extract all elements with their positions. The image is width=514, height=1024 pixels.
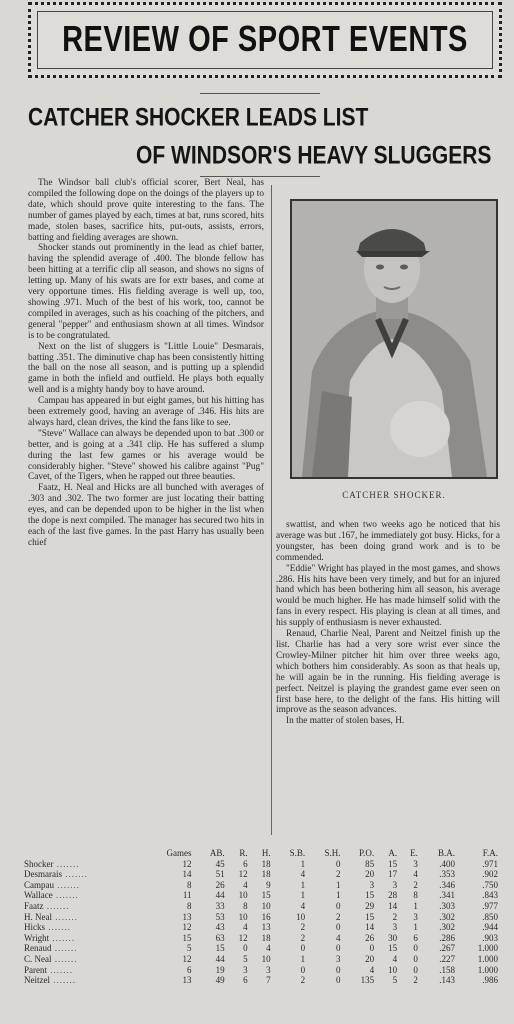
stat-cell: 12 — [182, 953, 192, 964]
stat-cell: .986 — [482, 975, 498, 986]
player-name-cell — [22, 954, 142, 965]
headline-line-2: OF WINDSOR'S HEAVY SLUGGERS — [136, 142, 492, 170]
player-name: Renaud — [24, 943, 52, 954]
stat-cell: 2 — [336, 911, 341, 922]
stat-cell: 14 — [388, 900, 398, 911]
stat-cell: 0 — [413, 943, 418, 954]
stat-cell: .353 — [439, 869, 456, 880]
stat-cell: 6 — [187, 964, 192, 975]
stat-cell: .400 — [439, 858, 456, 869]
stat-cell: 14 — [365, 922, 375, 933]
stat-cell: 1 — [300, 879, 306, 890]
stat-cell: 10 — [261, 900, 271, 911]
photo-caption: CATCHER SHOCKER. — [342, 490, 446, 500]
stats-header-cell: R. — [239, 848, 248, 858]
stats-header-cell: AB. — [209, 848, 225, 858]
table-row — [22, 922, 500, 933]
leader-dots: ....... — [52, 911, 78, 922]
stat-cell: 0 — [336, 922, 341, 933]
stat-cell: 8 — [413, 890, 418, 901]
stat-cell: 20 — [365, 869, 375, 880]
batting-fielding-stats-table — [22, 848, 500, 986]
stat-cell: 0 — [413, 953, 418, 964]
table-row — [22, 975, 500, 986]
stat-cell: 4 — [336, 932, 341, 943]
leader-dots: ....... — [47, 964, 73, 975]
stat-cell: 0 — [300, 964, 306, 975]
stat-cell: 15 — [365, 911, 375, 922]
player-name: Campau — [24, 879, 54, 890]
headline-line-1: CATCHER SHOCKER LEADS LIST — [28, 104, 369, 132]
stat-cell: 0 — [300, 943, 306, 954]
stat-cell: 53 — [215, 911, 225, 922]
player-name: Parent — [24, 964, 47, 975]
stat-cell: 1 — [413, 922, 418, 933]
player-name: Hicks — [24, 922, 45, 933]
stat-cell: 0 — [336, 964, 341, 975]
stat-cell: 2 — [413, 975, 418, 986]
stat-cell: 1 — [413, 900, 418, 911]
stat-cell: 15 — [182, 932, 192, 943]
stat-cell: 4 — [300, 900, 306, 911]
table-row — [22, 901, 500, 912]
stat-cell: 15 — [261, 890, 271, 901]
table-row — [22, 954, 500, 965]
stat-cell: 4 — [243, 879, 248, 890]
divider-rule — [200, 93, 320, 94]
stat-cell: 0 — [336, 858, 341, 869]
stat-cell: .158 — [439, 964, 456, 975]
stat-cell: 10 — [388, 964, 398, 975]
stats-header-name — [22, 848, 142, 859]
table-row — [22, 912, 500, 923]
stat-cell: 3 — [266, 964, 271, 975]
leader-dots: ....... — [52, 890, 79, 901]
player-name-cell — [22, 965, 142, 976]
stat-cell: 8 — [187, 900, 192, 911]
stat-cell: 26 — [365, 932, 375, 943]
stat-cell: 8 — [243, 900, 248, 911]
stat-cell: 13 — [182, 975, 192, 986]
stat-cell: 3 — [413, 858, 418, 869]
stat-cell: 6 — [243, 858, 248, 869]
stat-cell: .850 — [482, 911, 498, 922]
leader-dots: ....... — [51, 943, 78, 954]
player-name-cell — [22, 859, 142, 870]
player-name: Desmarais — [24, 869, 62, 880]
stat-cell: 1 — [300, 890, 306, 901]
stat-cell: 135 — [360, 975, 375, 986]
stat-cell: 7 — [266, 975, 271, 986]
stat-cell: 0 — [336, 975, 341, 986]
stat-cell: .971 — [482, 858, 498, 869]
leader-dots: ....... — [49, 932, 76, 943]
stat-cell: 15 — [365, 890, 375, 901]
stat-cell: .750 — [482, 879, 498, 890]
catcher-photo — [290, 199, 498, 479]
player-name-cell — [22, 922, 142, 933]
stats-header-cell: H. — [261, 848, 271, 858]
article-paragraph: Campau has appeared in but eight games, but his hitting has been extremely good, having an average of .346. His hits are always hard, clean drives, the kind the fans like to see. — [28, 396, 264, 428]
stat-cell: 44 — [215, 953, 225, 964]
stat-cell: 0 — [243, 943, 248, 954]
stat-cell: 3 — [336, 953, 341, 964]
stat-cell: 6 — [413, 932, 418, 943]
stat-cell: 4 — [392, 953, 398, 964]
stats-header-cell: P.O. — [359, 848, 375, 858]
article-paragraph: Renaud, Charlie Neal, Parent and Neitzel finish up the list. Charlie has had a very sore wrist ever since the Crowley-Milner pitcher hit him over three weeks ago, which bothers him considerably. As soon as that heals up, he will again be in the running. His fielding average is perfect. Neitzel is playing the grandest game ever seen on first base here, to the delight of the fans. His hitting will improve as the season advances. — [276, 629, 500, 716]
stats-header-cell: A. — [388, 848, 398, 858]
stat-cell: 18 — [261, 932, 271, 943]
stat-cell: 1.000 — [477, 943, 498, 954]
stat-cell: .302 — [439, 911, 456, 922]
stat-cell: 2 — [413, 879, 418, 890]
stat-cell: 43 — [215, 922, 225, 933]
stat-cell: 16 — [261, 911, 271, 922]
stat-cell: 8 — [187, 879, 192, 890]
article-paragraph: "Steve" Wallace can always be depended upon to bat .300 or better, and is going at a .341 clip. He has suffered a slump during the last few games or his average would be considerably higher. "Steve" showed his calibre against "Pug" Cavet, of the Tigers, when he rapped out three beauties. — [28, 428, 264, 483]
stat-cell: 4 — [243, 922, 248, 933]
stat-cell: 2 — [300, 975, 306, 986]
leader-dots: ....... — [53, 858, 80, 869]
stat-cell: 13 — [182, 911, 192, 922]
stat-cell: .346 — [439, 879, 456, 890]
stat-cell: 1.000 — [477, 964, 498, 975]
stat-cell: 15 — [388, 858, 398, 869]
article-paragraph: "Eddie" Wright has played in the most games, and shows .286. His hits have been very timely, and but for an injured hand which has been bothering him all season, his average would be much higher. He has made himself solid with the fans in every respect. His playing is clean at all times, and his supply of enthusiasm is never exhausted. — [276, 563, 500, 629]
stat-cell: 20 — [365, 953, 375, 964]
column-divider — [271, 185, 272, 835]
stat-cell: 0 — [336, 900, 341, 911]
table-row — [22, 869, 500, 880]
leader-dots: ....... — [43, 900, 70, 911]
stat-cell: .944 — [482, 922, 498, 933]
stat-cell: 3 — [369, 879, 375, 890]
table-row — [22, 933, 500, 944]
stat-cell: .341 — [439, 890, 456, 901]
stat-cell: 1 — [300, 953, 306, 964]
leader-dots: ....... — [50, 975, 76, 986]
stat-cell: 49 — [215, 975, 225, 986]
player-name: Shocker — [24, 858, 54, 869]
table-row — [22, 890, 500, 901]
stats-table-header — [22, 848, 500, 859]
stat-cell: .902 — [482, 869, 498, 880]
stat-cell: 12 — [182, 858, 192, 869]
stat-cell: 33 — [215, 900, 225, 911]
stat-cell: 1 — [300, 858, 306, 869]
stat-cell: 29 — [365, 900, 375, 911]
divider-rule — [200, 176, 320, 177]
leader-dots: ....... — [51, 953, 78, 964]
stat-cell: 9 — [266, 879, 271, 890]
stat-cell: 28 — [388, 890, 398, 901]
stat-cell: .227 — [439, 953, 456, 964]
player-name: Faatz — [24, 900, 44, 911]
stat-cell: 2 — [300, 932, 306, 943]
stat-cell: 10 — [238, 911, 248, 922]
stat-cell: 18 — [261, 869, 271, 880]
stat-cell: 10 — [238, 890, 248, 901]
stat-cell: 5 — [187, 943, 192, 954]
stats-header-cell: S.H. — [324, 848, 341, 858]
stat-cell: 45 — [215, 858, 225, 869]
section-banner — [28, 2, 502, 78]
leader-dots: ....... — [54, 879, 80, 890]
player-name-cell — [22, 912, 142, 923]
stat-cell: 13 — [261, 922, 271, 933]
article-paragraph: swattist, and when two weeks ago he noticed that his average was but .167, he immediately got busy. Hicks, for a youngster, has been doing grand work and is to be commended. — [276, 520, 500, 563]
table-row — [22, 965, 500, 976]
stat-cell: .903 — [482, 932, 498, 943]
stat-cell: 2 — [392, 911, 398, 922]
article-paragraph: Faatz, H. Neal and Hicks are all bunched with averages of .303 and .302. The two former are just locating their batting eyes, and can be depended upon to be higher in the list when the dope is next compiled. The manager has secured two hits in each of the last five games. In the past Harry has usually been chief — [28, 483, 264, 548]
stats-header-cell: F.A. — [482, 848, 498, 858]
stat-cell: 63 — [215, 932, 225, 943]
table-row — [22, 943, 500, 954]
stat-cell: 10 — [296, 911, 306, 922]
player-name-cell — [22, 901, 142, 912]
stat-cell: 12 — [238, 869, 248, 880]
player-name: Wallace — [24, 890, 53, 901]
stat-cell: 5 — [392, 975, 398, 986]
stat-cell: 2 — [300, 922, 306, 933]
stat-cell: .843 — [482, 890, 498, 901]
stat-cell: 2 — [336, 869, 341, 880]
stat-cell: 0 — [336, 943, 341, 954]
stat-cell: 15 — [388, 943, 398, 954]
banner-title: REVIEW OF SPORT EVENTS — [62, 19, 468, 60]
stat-cell: 3 — [243, 964, 248, 975]
article-paragraph: In the matter of stolen bases, H. — [286, 716, 405, 727]
stat-cell: 18 — [261, 858, 271, 869]
stat-cell: 12 — [238, 932, 248, 943]
stat-cell: .267 — [439, 943, 456, 954]
player-portrait-image — [292, 201, 496, 477]
stat-cell: 11 — [182, 890, 192, 901]
player-name: Neitzel — [24, 975, 50, 986]
player-name-cell — [22, 943, 142, 954]
stats-header-cell: B.A. — [438, 848, 456, 858]
stat-cell: 14 — [182, 869, 192, 880]
stat-cell: 26 — [215, 879, 225, 890]
article-column-left — [28, 178, 264, 838]
article-paragraph: Next on the list of sluggers is "Little Louie" Desmarais, batting .351. The diminutive chap has been consistently hitting the ball on the nose all season, and is putting up a splendid game in both the infield and outfield. He plays both equally well and is a mighty handy boy to have around. — [28, 341, 264, 396]
stat-cell: 15 — [215, 943, 225, 954]
stats-header-cell: Games — [166, 848, 192, 858]
stat-cell: 4 — [369, 964, 375, 975]
stat-cell: 1.000 — [477, 953, 498, 964]
stat-cell: 19 — [215, 964, 225, 975]
stat-cell: 1 — [336, 890, 341, 901]
article-paragraph: The Windsor ball club's official scorer, Bert Neal, has compiled the following dope on the doings of the players up to date, which should prove quite interesting to the fans. The number of games played by each, times at bat, runs scored, hits made, stolen bases, sacrifice hits, put-outs, assists, errors, batting and fielding averages are shown. — [28, 178, 264, 243]
player-name: C. Neal — [24, 953, 52, 964]
stat-cell: .286 — [439, 932, 456, 943]
stat-cell: 0 — [413, 964, 418, 975]
player-name-cell — [22, 933, 142, 944]
leader-dots: ....... — [45, 922, 71, 933]
stat-cell: 4 — [266, 943, 271, 954]
stat-cell: 3 — [392, 879, 398, 890]
stat-cell: 3 — [392, 922, 398, 933]
player-name-cell — [22, 880, 142, 891]
stat-cell: 30 — [388, 932, 398, 943]
stat-cell: 6 — [243, 975, 248, 986]
player-name: H. Neal — [24, 911, 52, 922]
stat-cell: .977 — [482, 900, 498, 911]
stat-cell: .143 — [439, 975, 456, 986]
leader-dots: ....... — [62, 869, 88, 880]
table-row — [22, 859, 500, 870]
player-name: Wright — [24, 932, 50, 943]
stat-cell: .303 — [439, 900, 456, 911]
stat-cell: 17 — [388, 869, 398, 880]
article-paragraph: Shocker stands out prominently in the lead as chief batter, having the splendid average of .400. The blonde fellow has been hitting at a terrific clip all season, and shows no signs of letting up. Many of his swats are for extr bases, and come at very opportune times. His fielding average is well up, too, showing .971. Much of the best of his work, too, cannot be compiled in averages, such as his coaching of the pitchers, and general "pepper" and enthusiasm shown at all times. Windsor is to be congratulated. — [28, 243, 264, 341]
stat-cell: 12 — [182, 922, 192, 933]
stat-cell: .302 — [439, 922, 456, 933]
stat-cell: 44 — [215, 890, 225, 901]
stat-cell: 4 — [300, 869, 306, 880]
stats-header-cell: E. — [410, 848, 418, 858]
player-name-cell — [22, 869, 142, 880]
player-name-cell — [22, 975, 142, 986]
stat-cell: 51 — [215, 869, 225, 880]
stat-cell: 85 — [365, 858, 375, 869]
stat-cell: 1 — [336, 879, 341, 890]
table-row — [22, 880, 500, 891]
stat-cell: 0 — [369, 943, 375, 954]
stat-cell: 10 — [261, 953, 271, 964]
stat-cell: 5 — [243, 953, 248, 964]
player-name-cell — [22, 890, 142, 901]
article-column-right — [276, 520, 500, 842]
stats-header-cell: S.B. — [289, 848, 306, 858]
stat-cell: 4 — [413, 869, 418, 880]
stat-cell: 3 — [413, 911, 418, 922]
